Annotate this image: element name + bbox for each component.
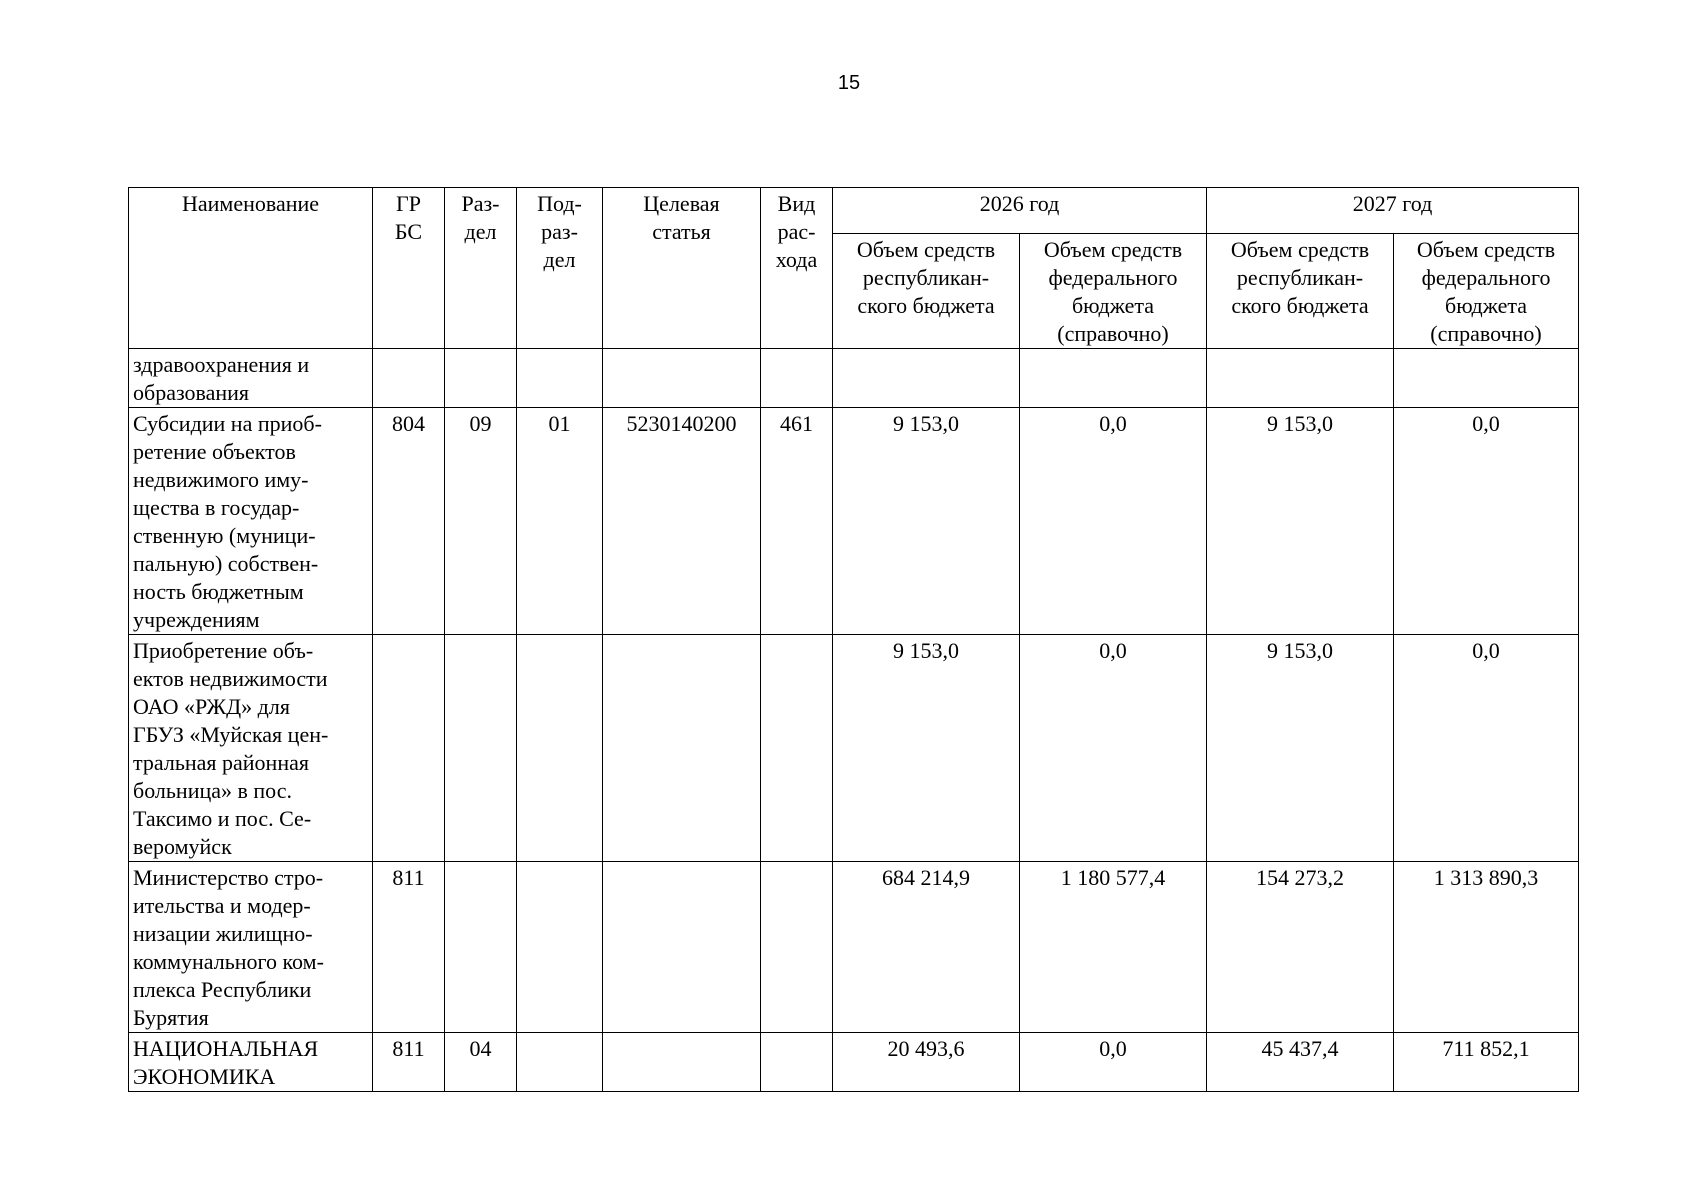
cell-name: Министерство стро- ительства и модер- низации жилищно- коммунального ком- плекса Республики Бурятия — [129, 862, 373, 1033]
header-2027-federal: Объем средств федерального бюджета (справочно) — [1394, 234, 1579, 349]
cell-2027-republican: 45 437,4 — [1207, 1033, 1394, 1092]
cell-2026-republican — [833, 349, 1020, 408]
cell-2026-republican: 20 493,6 — [833, 1033, 1020, 1092]
cell-name: НАЦИОНАЛЬНАЯ ЭКОНОМИКА — [129, 1033, 373, 1092]
cell-podrazdel — [517, 349, 603, 408]
table-row — [129, 1033, 1579, 1092]
cell-name: здравоохранения и образования — [129, 349, 373, 408]
cell-podrazdel: 01 — [517, 408, 603, 635]
header-razdel: Раз- дел — [445, 188, 517, 349]
table-row — [129, 408, 1579, 635]
cell-razdel — [445, 862, 517, 1033]
cell-vid-raskhoda — [761, 635, 833, 862]
cell-razdel — [445, 635, 517, 862]
header-2027-republican: Объем средств республикан- ского бюджета — [1207, 234, 1394, 349]
cell-vid-raskhoda: 461 — [761, 408, 833, 635]
table-row — [129, 635, 1579, 862]
cell-2027-republican: 154 273,2 — [1207, 862, 1394, 1033]
cell-2026-republican: 9 153,0 — [833, 408, 1020, 635]
cell-grbs — [373, 349, 445, 408]
cell-2027-republican: 9 153,0 — [1207, 408, 1394, 635]
table-row — [129, 862, 1579, 1033]
cell-grbs — [373, 635, 445, 862]
cell-2026-federal: 0,0 — [1020, 408, 1207, 635]
table-body — [129, 349, 1579, 1092]
header-year-2027: 2027 год — [1207, 188, 1579, 234]
cell-name: Субсидии на приоб- ретение объектов недвижимого иму- щества в государ- ственную (муници- пальную) собствен- ность бюджетным учреждениям — [129, 408, 373, 635]
cell-grbs: 804 — [373, 408, 445, 635]
table-row — [129, 349, 1579, 408]
cell-2026-federal — [1020, 349, 1207, 408]
cell-2027-federal — [1394, 349, 1579, 408]
cell-2026-federal: 1 180 577,4 — [1020, 862, 1207, 1033]
header-tselevaya-statya: Целевая статья — [603, 188, 761, 349]
cell-tselevaya-statya — [603, 862, 761, 1033]
header-vid-raskhoda: Вид рас- хода — [761, 188, 833, 349]
cell-2026-federal: 0,0 — [1020, 635, 1207, 862]
page-number: 15 — [837, 72, 861, 94]
header-2026-federal: Объем средств федерального бюджета (справочно) — [1020, 234, 1207, 349]
cell-vid-raskhoda — [761, 862, 833, 1033]
header-year-2026: 2026 год — [833, 188, 1207, 234]
cell-name: Приобретение объ- ектов недвижимости ОАО «РЖД» для ГБУЗ «Муйская цен- тральная районная больница» в пос. Таксимо и пос. Се- веромуйск — [129, 635, 373, 862]
cell-tselevaya-statya: 5230140200 — [603, 408, 761, 635]
cell-2026-federal: 0,0 — [1020, 1033, 1207, 1092]
cell-2026-republican: 9 153,0 — [833, 635, 1020, 862]
header-2026-republican: Объем средств республикан- ского бюджета — [833, 234, 1020, 349]
cell-podrazdel — [517, 635, 603, 862]
cell-razdel — [445, 349, 517, 408]
cell-vid-raskhoda — [761, 349, 833, 408]
cell-podrazdel — [517, 862, 603, 1033]
budget-table — [128, 187, 1579, 1092]
cell-2027-federal: 0,0 — [1394, 408, 1579, 635]
cell-razdel: 09 — [445, 408, 517, 635]
cell-vid-raskhoda — [761, 1033, 833, 1092]
cell-2027-federal: 1 313 890,3 — [1394, 862, 1579, 1033]
cell-2027-federal: 711 852,1 — [1394, 1033, 1579, 1092]
cell-podrazdel — [517, 1033, 603, 1092]
cell-2027-federal: 0,0 — [1394, 635, 1579, 862]
cell-grbs: 811 — [373, 862, 445, 1033]
cell-2027-republican — [1207, 349, 1394, 408]
header-name: Наименование — [129, 188, 373, 349]
cell-tselevaya-statya — [603, 1033, 761, 1092]
cell-tselevaya-statya — [603, 635, 761, 862]
header-podrazdel: Под- раз- дел — [517, 188, 603, 349]
cell-razdel: 04 — [445, 1033, 517, 1092]
cell-tselevaya-statya — [603, 349, 761, 408]
cell-2026-republican: 684 214,9 — [833, 862, 1020, 1033]
header-grbs: ГР БС — [373, 188, 445, 349]
cell-grbs: 811 — [373, 1033, 445, 1092]
cell-2027-republican: 9 153,0 — [1207, 635, 1394, 862]
